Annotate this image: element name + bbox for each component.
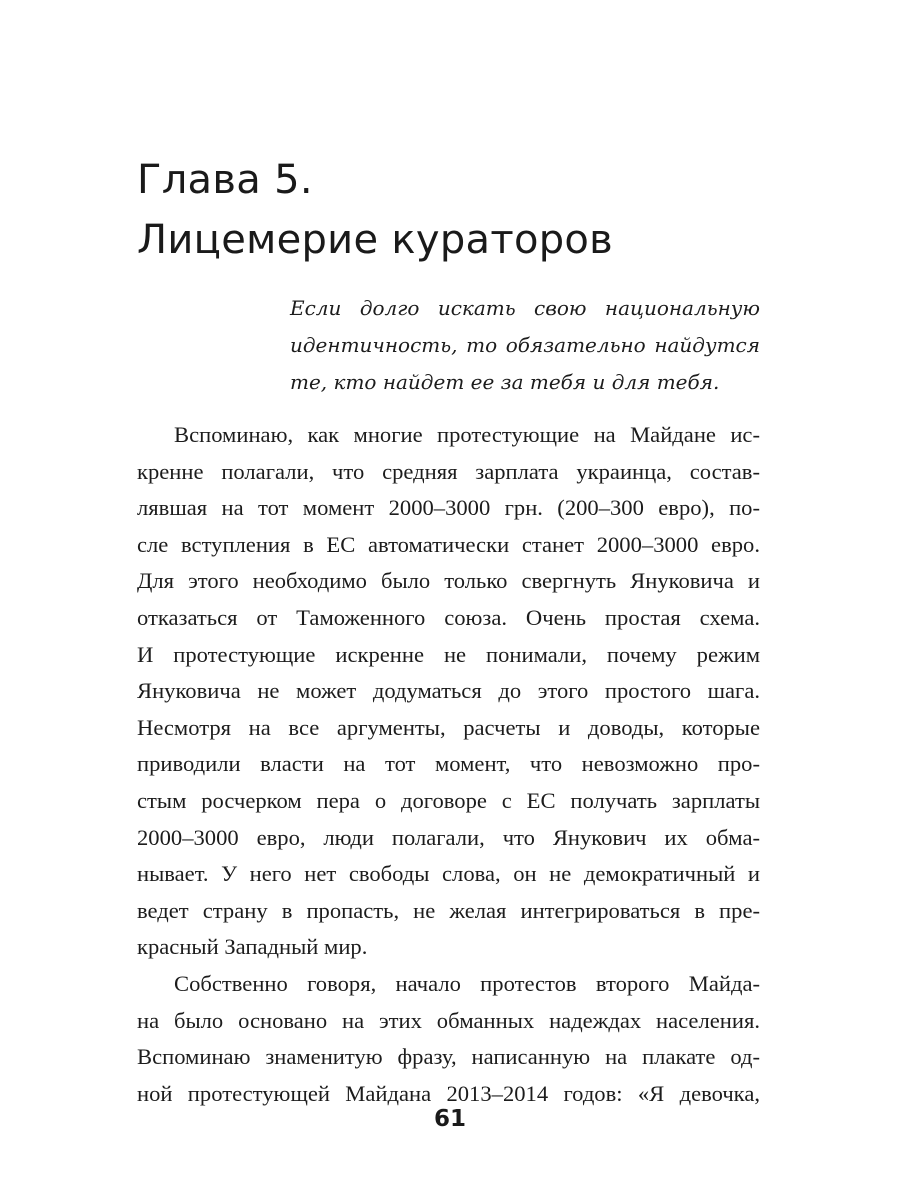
page-number: 61 [433,1106,466,1132]
paragraph-line: лявшая на тот момент 2000–3000 грн. (200–300 евро), по- [137,495,760,521]
epigraph-line: идентичность, то обязательно найдутся [290,333,760,357]
paragraph-line: ведет страну в пропасть, не желая интегрироваться в пре- [137,897,760,923]
paragraph-line: на было основано на этих обманных надеждах населения. [137,1007,760,1033]
paragraph-line: Собственно говоря, начало протестов второго Майда- [174,970,760,996]
chapter-heading [137,150,787,270]
paragraph-line: Несмотря на все аргументы, расчеты и доводы, которые [137,714,760,740]
paragraph-line: Вспоминаю знаменитую фразу, написанную на плакате од- [137,1044,760,1070]
chapter-number: Глава 5. [137,157,313,203]
paragraph-line: Вспоминаю, как многие протестующие на Майдане ис- [174,422,760,447]
paragraph-line: красный Западный мир. [137,934,368,960]
epigraph-line: те, кто найдет ее за тебя и для тебя. [290,370,720,394]
paragraph-line: приводили власти на тот момент, что невозможно про- [137,751,760,777]
chapter-title: Лицемерие кураторов [137,217,614,263]
paragraph-line: 2000–3000 евро, люди полагали, что Янукович их обма- [137,824,760,850]
paragraph-line: кренне полагали, что средняя зарплата украинца, состав- [137,458,760,484]
epigraph [290,290,760,401]
body-text [137,417,760,1112]
paragraph-line: Януковича не может додуматься до этого простого шага. [137,678,760,704]
epigraph-line: Если долго искать свою национальную [290,296,760,320]
paragraph-line: ной протестующей Майдана 2013–2014 годов: «Я девочка, [137,1080,760,1106]
paragraph-line: Для этого необходимо было только свергнуть Януковича и [137,568,760,594]
paragraph-line: И протестующие искренне не понимали, почему режим [137,641,760,667]
paragraph-line: нывает. У него нет свободы слова, он не демократичный и [137,861,760,887]
paragraph-line: стым росчерком пера о договоре с ЕС получать зарплаты [137,787,760,813]
paragraph-line: отказаться от Таможенного союза. Очень простая схема. [137,604,760,630]
paragraph-line: сле вступления в ЕС автоматически станет 2000–3000 евро. [137,531,760,557]
